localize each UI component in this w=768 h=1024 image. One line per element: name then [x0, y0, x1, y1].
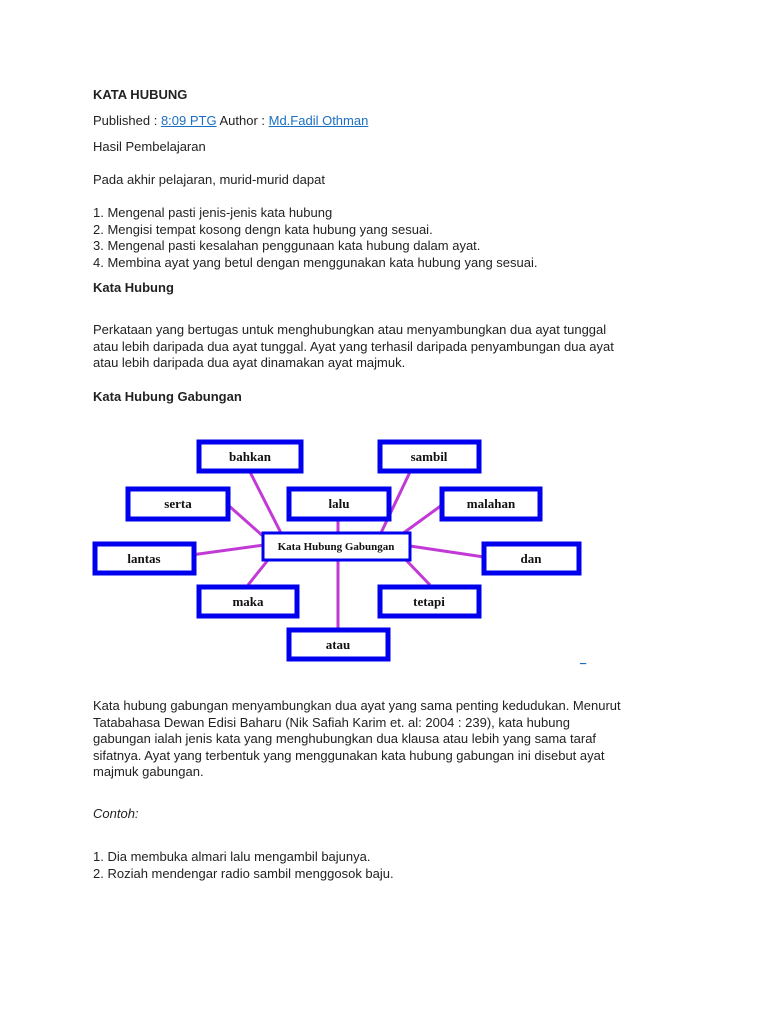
connector-bahkan — [250, 472, 282, 535]
page-title: KATA HUBUNG — [93, 87, 188, 102]
node-label: sambil — [410, 449, 448, 464]
node-lalu — [289, 489, 389, 519]
section-heading-gabungan: Kata Hubung Gabungan — [93, 389, 242, 404]
node-label: malahan — [466, 496, 516, 511]
connector-dan — [410, 546, 484, 557]
node-label: atau — [325, 637, 351, 652]
node-dan — [484, 544, 579, 573]
paragraph-line: atau lebih daripada dua ayat dinamakan ayat majmuk. — [93, 355, 406, 370]
paragraph-line: sifatnya. Ayat yang terbentuk yang menggunakan kata hubung gabungan ini disebut ayat — [93, 747, 605, 763]
paragraph-line: Kata hubung gabungan menyambungkan dua ayat yang sama penting kedudukan. Menurut — [93, 698, 621, 713]
node-label: dan — [520, 551, 542, 566]
node-label: tetapi — [413, 594, 445, 609]
small-link[interactable]: _ — [580, 653, 587, 665]
node-label: maka — [232, 594, 264, 609]
node-malahan — [442, 489, 540, 519]
connector-tetapi — [406, 560, 430, 585]
node-label: lalu — [328, 496, 350, 511]
node-label: lantas — [127, 551, 161, 566]
section-heading-kata-hubung: Kata Hubung — [93, 280, 174, 295]
paragraph-line: atau lebih daripada dua ayat tunggal. Ayat yang terhasil daripada penyambungan dua ayat — [93, 338, 614, 354]
paragraph-line: gabungan ialah jenis kata yang menghubungkan dua klausa atau lebih yang sama taraf — [93, 731, 597, 746]
paragraph-line: Tatabahasa Dewan Edisi Baharu (Nik Safiah Karim et. al: 2004 : 239), kata hubung — [93, 714, 570, 730]
connector-serta — [228, 505, 264, 537]
outcomes-heading: Hasil Pembelajaran — [93, 139, 206, 154]
node-label: serta — [164, 496, 192, 511]
author-label: Author : — [219, 113, 269, 128]
examples-heading: Contoh: — [93, 806, 139, 821]
connector-maka — [248, 560, 268, 585]
node-atau — [289, 630, 388, 659]
node-sambil — [380, 442, 479, 471]
author-link[interactable]: Md.Fadil Othman — [268, 113, 369, 128]
examples-list — [93, 849, 394, 882]
list-item: 4. Membina ayat yang betul dengan menggunakan kata hubung yang sesuai. — [93, 254, 538, 270]
node-serta — [128, 489, 228, 519]
list-item: 1. Dia membuka almari lalu mengambil bajunya. — [93, 849, 371, 864]
center-node — [263, 533, 410, 560]
list-item: 2. Mengisi tempat kosong dengn kata hubung yang sesuai. — [93, 221, 433, 237]
list-item: 3. Mengenal pasti kesalahan penggunaan kata hubung dalam ayat. — [93, 238, 481, 253]
outcomes-intro: Pada akhir pelajaran, murid-murid dapat — [93, 172, 325, 187]
paragraph-line: Perkataan yang bertugas untuk menghubungkan atau menyambungkan dua ayat tunggal — [93, 322, 607, 337]
gabungan-paragraph — [93, 698, 621, 781]
center-label: Kata Hubung Gabungan — [277, 541, 395, 553]
node-lantas — [95, 544, 194, 573]
node-label: bahkan — [229, 449, 271, 464]
node-bahkan — [199, 442, 301, 471]
published-time-link[interactable]: 8:09 PTG — [160, 113, 217, 128]
paragraph-line: majmuk gabungan. — [93, 764, 204, 779]
published-label: Published : — [93, 113, 161, 128]
node-tetapi — [380, 587, 479, 616]
list-item: 2. Roziah mendengar radio sambil menggosok baju. — [93, 865, 394, 881]
list-item: 1. Mengenal pasti jenis-jenis kata hubung — [93, 205, 333, 220]
node-maka — [199, 587, 297, 616]
